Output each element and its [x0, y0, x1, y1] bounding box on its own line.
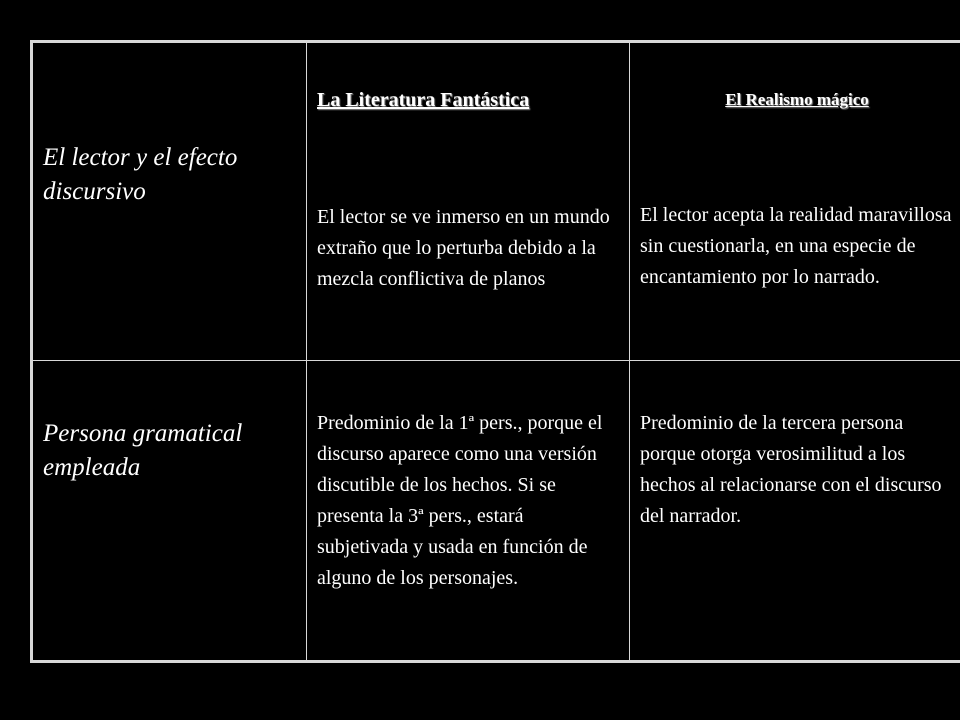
table-row-persona-gramatical: [33, 361, 960, 663]
row-label: Persona gramatical empleada: [43, 420, 243, 481]
row-label-cell: [33, 43, 307, 360]
realismo-description: El lector acepta la realidad maravillosa sin cuestionarla, en una especie de encantamiento por lo narrado.: [640, 204, 952, 288]
column-heading-realismo-magico: El Realismo mágico: [725, 90, 869, 109]
fantastica-description: Predominio de la 1ª pers., porque el discurso aparece como una versión discutible de los hechos. Si se presenta la 3ª pers., estará subjetivada y usada en función de alguno de los personajes.: [317, 412, 603, 589]
fantastica-cell: [308, 43, 630, 360]
fantastica-cell: [308, 361, 630, 663]
column-heading-literatura-fantastica: La Literatura Fantástica: [317, 89, 530, 111]
table-row-efecto-discursivo: [33, 43, 960, 361]
fantastica-description: El lector se ve inmerso en un mundo extraño que lo perturba debido a la mezcla conflictiva de planos: [317, 206, 610, 290]
realismo-cell: [631, 43, 960, 360]
comparison-table: [30, 40, 960, 663]
realismo-description: Predominio de la tercera persona porque otorga verosimilitud a los hechos al relacionarse con el discurso del narrador.: [640, 412, 942, 527]
row-label: El lector y el efecto discursivo: [43, 144, 238, 205]
row-label-cell: [33, 361, 307, 663]
realismo-cell: [631, 361, 960, 663]
